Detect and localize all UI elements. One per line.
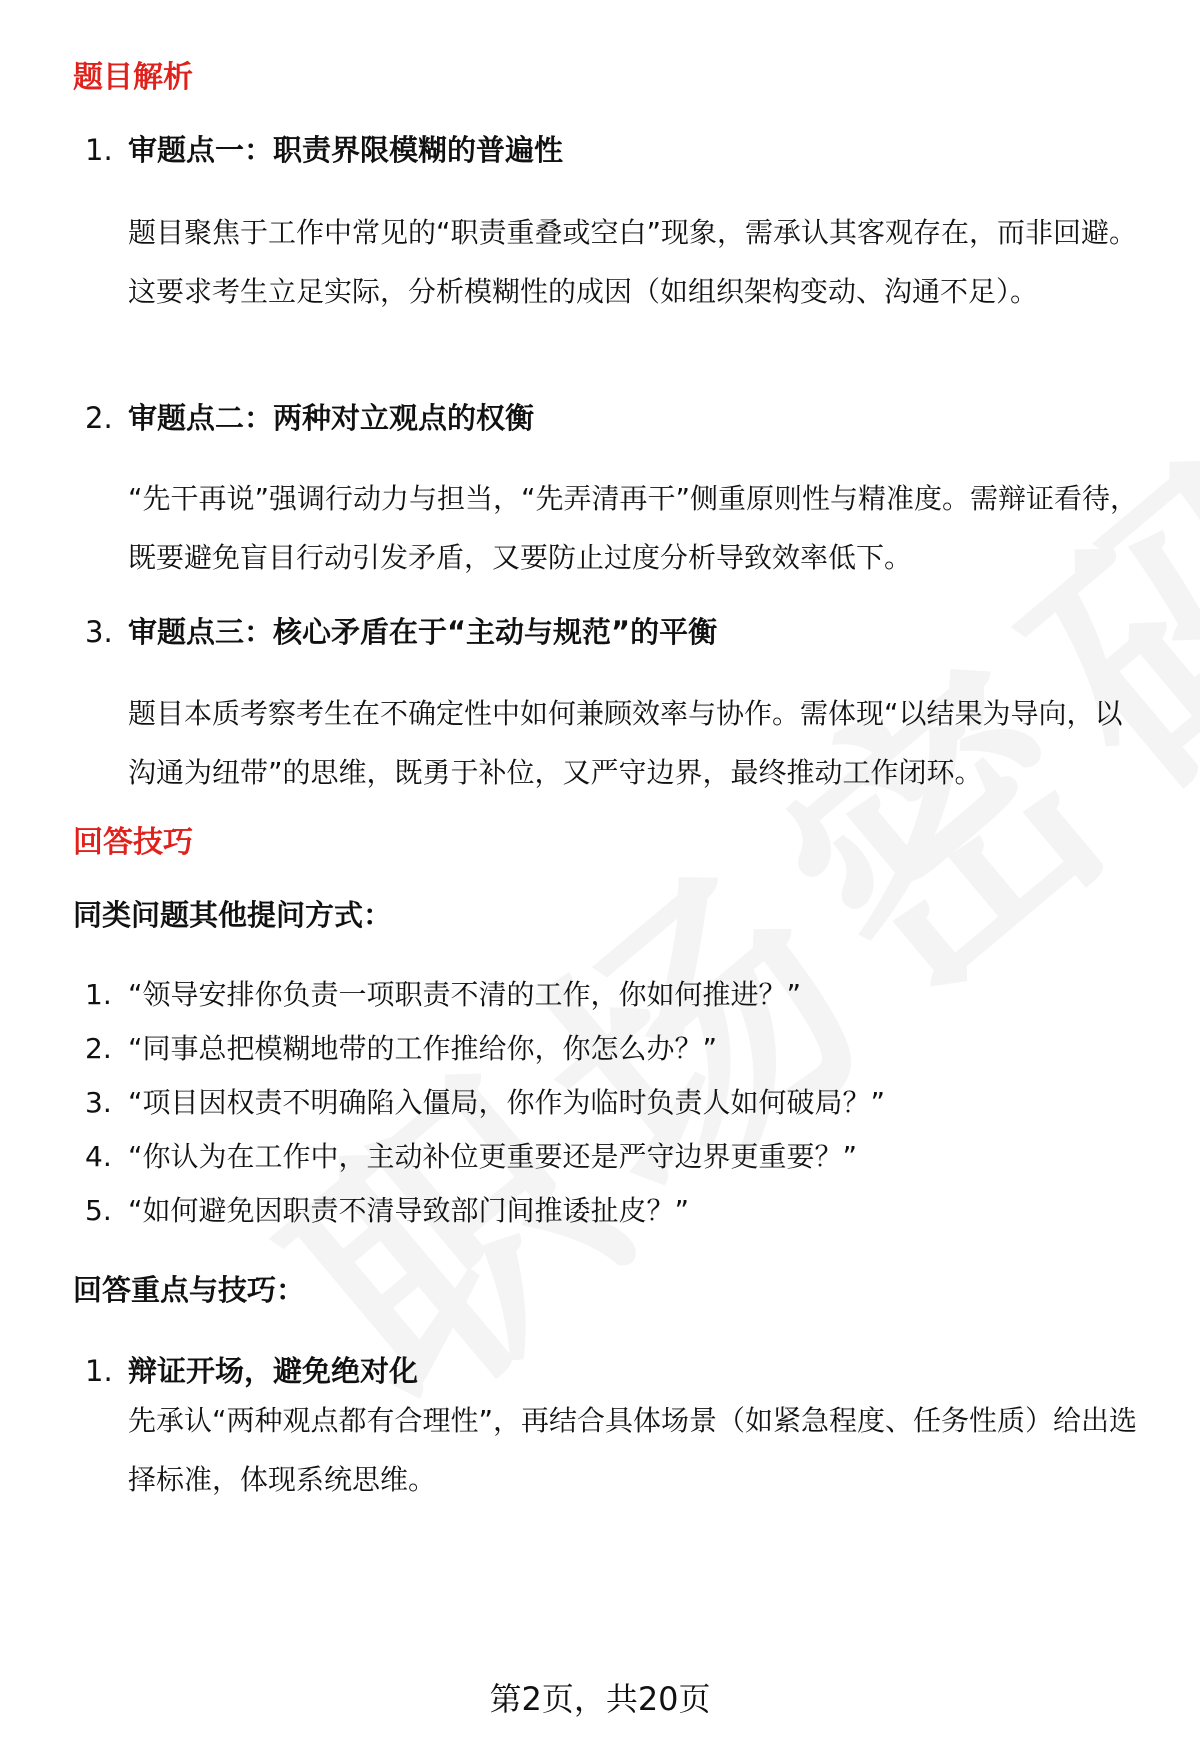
question-item-1 xyxy=(73,975,801,1015)
key-points-heading: 回答重点与技巧： xyxy=(73,1273,306,1307)
page-footer: 第2页，共20页 xyxy=(489,1680,711,1718)
question-number: 5. xyxy=(85,1194,112,1227)
point-heading-text: 审题点三：核心矛盾在于“主动与规范”的平衡 xyxy=(128,615,718,649)
point-heading-text: 审题点一：职责界限模糊的普遍性 xyxy=(128,133,564,167)
question-item-2 xyxy=(73,1029,717,1069)
point-paragraph-1: 题目聚焦于工作中常见的“职责重叠或空白”现象，需承认其客观存在，而非回避。这要求考生立足实际，分析模糊性的成因（如组织架构变动、沟通不足）。 xyxy=(128,216,1138,308)
question-text: “项目因权责不明确陷入僵局，你作为临时负责人如何破局？” xyxy=(128,1086,886,1119)
point-number: 1. xyxy=(85,133,113,167)
point-number: 2. xyxy=(85,401,113,435)
point-number: 3. xyxy=(85,615,113,649)
key-point-paragraph-1: 先承认“两种观点都有合理性”，再结合具体场景（如紧急程度、任务性质）给出选择标准，体现系统思维。 xyxy=(128,1404,1138,1496)
key-point-heading-1 xyxy=(73,1351,418,1391)
point-heading-text: 审题点二：两种对立观点的权衡 xyxy=(128,401,535,435)
point-heading-1 xyxy=(73,130,563,170)
question-item-3 xyxy=(73,1083,885,1123)
question-number: 3. xyxy=(85,1086,112,1119)
point-paragraph-2: “先干再说”强调行动力与担当，“先弄清再干”侧重原则性与精准度。需辩证看待，既要避免盲目行动引发矛盾，又要防止过度分析导致效率低下。 xyxy=(128,482,1139,574)
question-text: “如何避免因职责不清导致部门间推诿扯皮？” xyxy=(128,1194,690,1227)
point-heading-3 xyxy=(73,612,717,652)
key-point-number: 1. xyxy=(85,1354,113,1388)
point-paragraph-3: 题目本质考察考生在不确定性中如何兼顾效率与协作。需体现“以结果为导向，以沟通为纽带”的思维，既勇于补位，又严守边界，最终推动工作闭环。 xyxy=(128,697,1123,789)
section-title-analysis: 题目解析 xyxy=(73,60,193,95)
question-item-4 xyxy=(73,1137,857,1177)
point-heading-2 xyxy=(73,398,534,438)
question-item-5 xyxy=(73,1191,689,1231)
question-number: 1. xyxy=(85,978,112,1011)
similar-questions-heading: 同类问题其他提问方式： xyxy=(73,898,393,932)
key-point-heading-text: 辩证开场，避免绝对化 xyxy=(128,1354,419,1388)
question-number: 4. xyxy=(85,1140,112,1173)
question-text: “同事总把模糊地带的工作推给你，你怎么办？” xyxy=(128,1032,718,1065)
section-title-tips: 回答技巧 xyxy=(73,825,193,860)
question-text: “领导安排你负责一项职责不清的工作，你如何推进？” xyxy=(128,978,802,1011)
question-number: 2. xyxy=(85,1032,112,1065)
question-text: “你认为在工作中，主动补位更重要还是严守边界更重要？” xyxy=(128,1140,858,1173)
